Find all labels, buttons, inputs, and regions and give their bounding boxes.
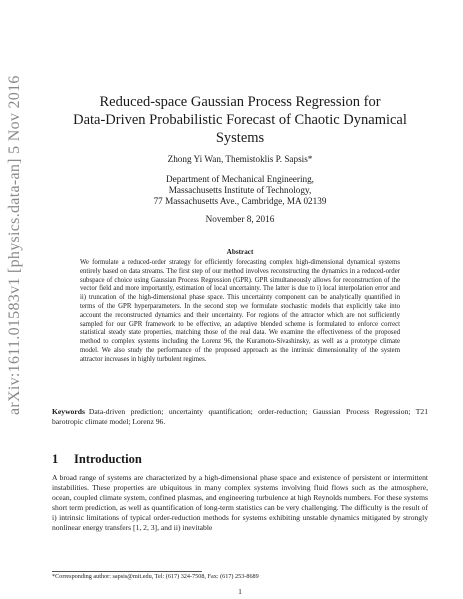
section-heading-introduction bbox=[52, 452, 428, 466]
affiliation-line: Massachusetts Institute of Technology, bbox=[168, 185, 312, 195]
title-line: Data-Driven Probabilistic Forecast of Chaotic Dynamical bbox=[73, 112, 407, 128]
keywords-block bbox=[52, 407, 428, 427]
publication-date: November 8, 2016 bbox=[205, 214, 275, 224]
section-title: Introduction bbox=[74, 452, 142, 466]
affiliation-line: Department of Mechanical Engineering, bbox=[166, 174, 314, 184]
author-list: Zhong Yi Wan, Themistoklis P. Sapsis* bbox=[167, 154, 313, 164]
keywords-text: Data-driven prediction; uncertainty quantification; order-reduction; Gaussian Process Regression; T21 barotropic climate model; Lorenz 96. bbox=[52, 407, 428, 426]
affiliation bbox=[52, 174, 428, 207]
title-line: Reduced-space Gaussian Process Regression for bbox=[99, 94, 381, 110]
abstract-text: We formulate a reduced-order strategy for efficiently forecasting complex high-dimensional dynamical systems entirely based on data streams. The first step of our method involves reconstructing the dynamics in a reduced-order subspace of choice using Gaussian Process Regression (GPR). GPR simultaneously allows for reconstruction of the vector field and more importantly, estimation of local uncertainty. The latter is due to i) local interpolation error and ii) truncation of the high-dimensional phase space. This uncertainty component can be analytically quantified in terms of the GPR hyperparameters. In the second step we formulate stochastic models that explicitly take into account the reconstructed dynamics and their uncertainty. For regions of the attractor which are not sufficiently sampled for our GPR framework to be effective, an adaptive blended scheme is formulated to enforce correct statistical steady state properties, matching those of the real data. We examine the effectiveness of the proposed method to complex systems including the Lorenz 96, the Kuramoto-Sivashinsky, as well as a prototype climate model. We also study the performance of the proposed approach as the intrinsic dimensionality of the system attractor increases in highly turbulent regimes. bbox=[80, 259, 400, 363]
page-number: 1 bbox=[238, 587, 242, 596]
footnote: *Corresponding author: sapsis@mit.edu, Tel: (617) 324-7508, Fax: (617) 253-8689 bbox=[52, 573, 259, 580]
paper-title bbox=[52, 93, 428, 147]
keywords-label: Keywords bbox=[52, 407, 85, 416]
arxiv-identifier[interactable]: arXiv:1611.01583v1 [physics.data-an] 5 Nov 2016 bbox=[6, 75, 23, 415]
introduction-paragraph: A broad range of systems are characterized by a high-dimensional phase space and existence of persistent or intermittent instabilities. These properties are ubiquitous in many complex systems involving fluid flows such as the atmosphere, ocean, coupled climate system, confined plasmas, and engineering turbulence at high Reynolds numbers. For these systems short term prediction, as well as quantification of long-term statistics can be very challenging. The difficulty is the result of i) intrinsic limitations of typical order-reduction methods for systems exhibiting unstable dynamics mitigated by strongly nonlinear energy transfers [1, 2, 3], and ii) inevitable bbox=[52, 473, 428, 532]
section-number: 1 bbox=[52, 452, 59, 466]
footnote-divider bbox=[52, 571, 202, 572]
abstract-heading: Abstract bbox=[226, 248, 254, 256]
affiliation-line: 77 Massachusetts Ave., Cambridge, MA 02139 bbox=[153, 196, 327, 206]
title-line: Systems bbox=[215, 130, 265, 146]
